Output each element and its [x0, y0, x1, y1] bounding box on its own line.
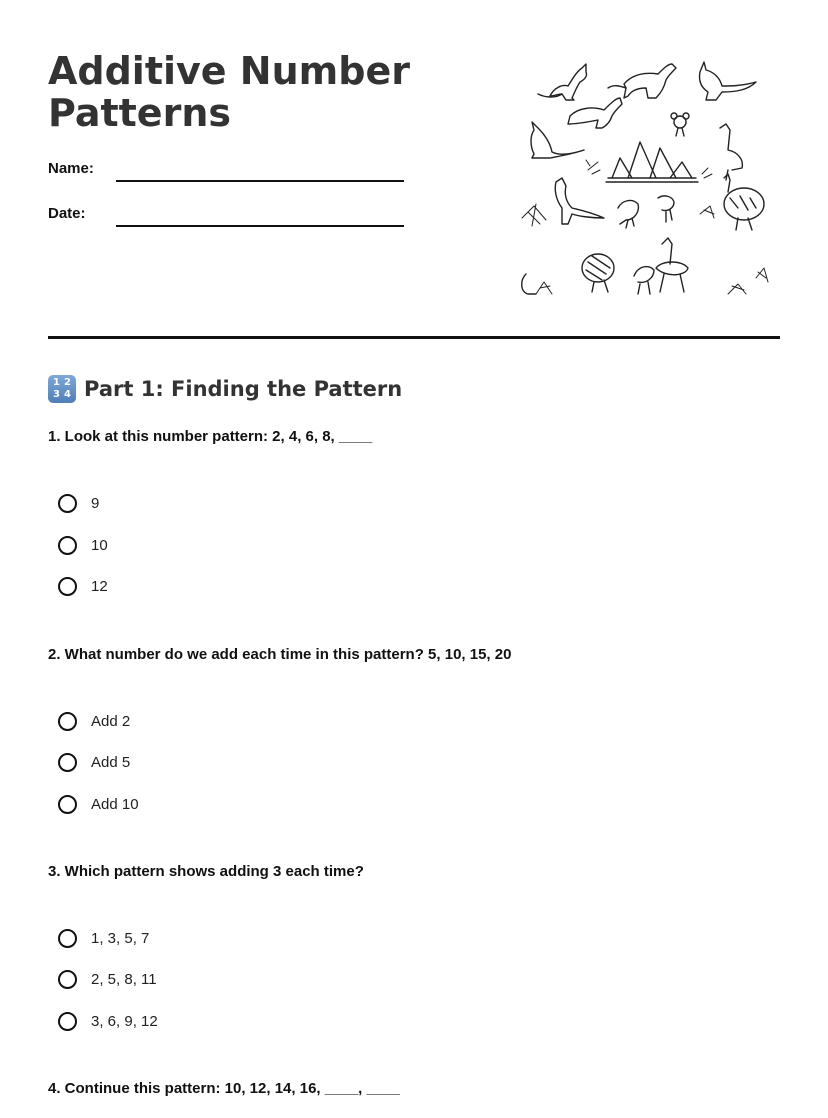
question-1: 1. Look at this number pattern: 2, 4, 6, 8, ____ — [48, 428, 373, 445]
worksheet-title — [48, 50, 468, 134]
question-2-option-2[interactable] — [58, 750, 130, 774]
icon-digit: 2 — [64, 377, 71, 388]
option-label: Add 2 — [91, 712, 131, 730]
question-3-option-2[interactable] — [58, 967, 157, 991]
radio-button[interactable] — [58, 494, 77, 513]
kangaroo-icon — [531, 122, 584, 158]
question-1-option-3[interactable] — [58, 574, 108, 598]
date-field[interactable] — [48, 205, 408, 229]
section-divider — [48, 336, 780, 339]
input-numbers-icon — [48, 375, 76, 403]
radio-button[interactable] — [58, 536, 77, 555]
tendril-icon — [522, 274, 536, 294]
option-label: Add 10 — [91, 795, 139, 813]
option-label: 1, 3, 5, 7 — [91, 929, 150, 947]
radio-button[interactable] — [58, 753, 77, 772]
radio-button[interactable] — [58, 929, 77, 948]
option-label: 10 — [91, 536, 108, 554]
part-1-heading — [48, 374, 402, 404]
option-label: 9 — [91, 494, 100, 512]
emu-icon — [582, 254, 614, 292]
name-field[interactable] — [48, 160, 408, 184]
option-label: 12 — [91, 577, 108, 595]
name-input-line[interactable] — [116, 180, 404, 182]
bird-icon — [618, 196, 674, 228]
question-3-option-3[interactable] — [58, 1009, 158, 1033]
title-line-2: Patterns — [48, 91, 231, 135]
option-label: Add 5 — [91, 753, 131, 771]
kangaroo-icon — [568, 98, 622, 128]
question-3: 3. Which pattern shows adding 3 each time? — [48, 863, 364, 880]
question-4: 4. Continue this pattern: 10, 12, 14, 16, ____, ____ — [48, 1080, 400, 1097]
radio-button[interactable] — [58, 795, 77, 814]
kangaroo-icon — [608, 64, 676, 98]
ostrich-icon — [656, 238, 688, 292]
kangaroo-icon — [699, 62, 756, 100]
emu-icon — [724, 174, 764, 230]
koala-icon — [671, 113, 689, 136]
icon-digit: 4 — [64, 389, 71, 400]
emu-icon — [720, 124, 742, 180]
question-2: 2. What number do we add each time in this pattern? 5, 10, 15, 20 — [48, 646, 512, 663]
title-line-1: Additive Number — [48, 49, 410, 93]
bird-icon — [634, 267, 654, 294]
kangaroo-icon — [555, 178, 604, 224]
question-2-option-3[interactable] — [58, 792, 139, 816]
icon-digit: 3 — [53, 389, 60, 400]
icon-digit: 1 — [53, 377, 60, 388]
kangaroo-icon — [538, 64, 587, 100]
opera-house-icon — [606, 142, 698, 182]
radio-button[interactable] — [58, 970, 77, 989]
name-label: Name: — [48, 160, 94, 177]
question-1-option-2[interactable] — [58, 533, 108, 557]
question-1-option-1[interactable] — [58, 491, 99, 515]
date-label: Date: — [48, 205, 86, 222]
question-2-option-1[interactable] — [58, 709, 130, 733]
option-label: 3, 6, 9, 12 — [91, 1012, 158, 1030]
radio-button[interactable] — [58, 712, 77, 731]
question-3-option-1[interactable] — [58, 926, 149, 950]
option-label: 2, 5, 8, 11 — [91, 970, 157, 988]
radio-button[interactable] — [58, 1012, 77, 1031]
date-input-line[interactable] — [116, 225, 404, 227]
australian-animals-sketch-icon — [516, 58, 772, 304]
part-1-title: Part 1: Finding the Pattern — [84, 377, 403, 401]
radio-button[interactable] — [58, 577, 77, 596]
